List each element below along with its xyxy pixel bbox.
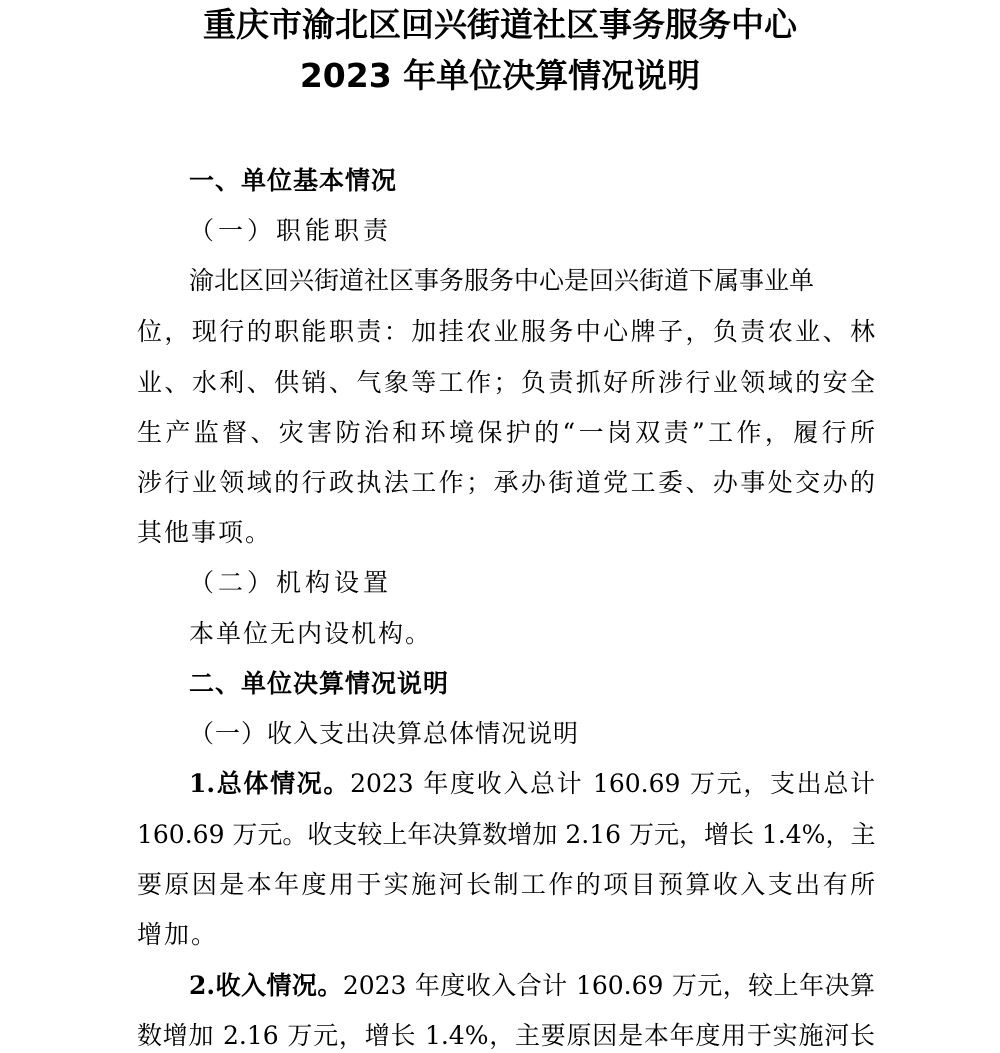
paragraph-line xyxy=(189,768,875,800)
paragraph-line: 涉行业领域的行政执法工作；承办街道党工委、办事处交办的 xyxy=(137,468,875,497)
document-title-line-2: 2023 年单位决算情况说明 xyxy=(299,56,701,95)
paragraph-text: 2023 年度收入合计 160.69 万元，较上年决算 xyxy=(342,971,875,1000)
paragraph-line: 要原因是本年度用于实施河长制工作的项目预算收入支出有所 xyxy=(137,870,875,899)
section-2-heading: 二、单位决算情况说明 xyxy=(189,669,450,698)
paragraph-line: 其他事项。 xyxy=(137,518,273,547)
item-label: 2.收入情况。 xyxy=(189,971,343,1000)
paragraph-text: 2023 年度收入总计 160.69 万元，支出总计 xyxy=(350,769,875,798)
section-1-sub-2-heading: （二）机构设置 xyxy=(189,568,393,597)
paragraph-line: 增加。 xyxy=(137,920,219,949)
paragraph-line: 本单位无内设机构。 xyxy=(189,619,433,648)
section-1-sub-1-heading: （一）职能职责 xyxy=(189,216,393,245)
paragraph-line: 业、水利、供销、气象等工作；负责抓好所涉行业领域的安全 xyxy=(137,368,875,397)
paragraph-line xyxy=(189,970,875,1002)
section-1-heading: 一、单位基本情况 xyxy=(189,166,398,195)
paragraph-line: 160.69 万元。收支较上年决算数增加 2.16 万元，增长 1.4%，主 xyxy=(137,820,876,849)
paragraph-line: 渝北区回兴街道社区事务服务中心是回兴街道下属事业单 xyxy=(189,266,815,295)
item-label: 1.总体情况。 xyxy=(189,769,351,798)
paragraph-line: 位，现行的职能职责：加挂农业服务中心牌子，负责农业、林 xyxy=(137,317,875,346)
section-2-sub-1-heading: （一）收入支出决算总体情况说明 xyxy=(189,719,580,748)
paragraph-line: 生产监督、灾害防治和环境保护的“一岗双责”工作，履行所 xyxy=(137,418,875,447)
paragraph-line: 数增加 2.16 万元，增长 1.4%，主要原因是本年度用于实施河长 xyxy=(137,1021,875,1050)
document-title-line-1: 重庆市渝北区回兴街道社区事务服务中心 xyxy=(203,5,797,44)
